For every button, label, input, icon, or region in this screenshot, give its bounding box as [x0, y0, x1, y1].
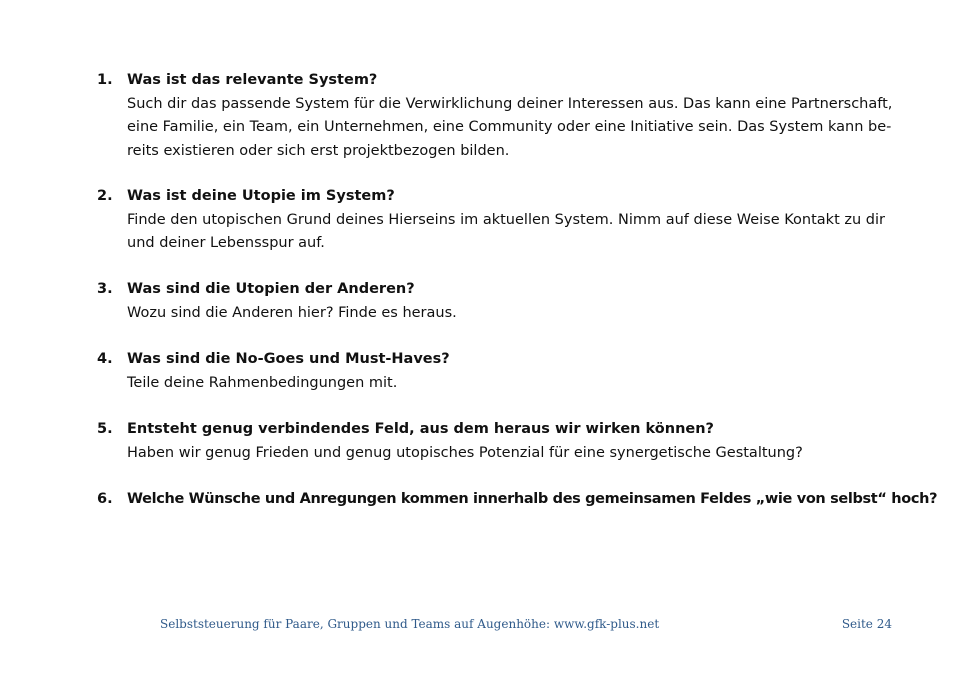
list-item-6 [97, 488, 937, 512]
list-item-1 [97, 69, 892, 163]
item-number: 4. [97, 351, 113, 367]
item-number: 3. [97, 281, 113, 297]
list-item-5 [97, 418, 803, 465]
item-text-line: und deiner Lebensspur auf. [127, 235, 325, 251]
list-item-4 [97, 348, 450, 395]
item-question: Was sind die Utopien der Anderen? [127, 281, 415, 297]
item-text-line: Such dir das passende System für die Verwirklichung deiner Interessen aus. Das kann eine Partnerschaft, [127, 95, 893, 112]
item-number: 6. [97, 491, 113, 507]
item-question: Welche Wünsche und Anregungen kommen innerhalb des gemeinsamen Feldes „wie von selbst“ hoch? [127, 491, 938, 507]
item-text-line: Wozu sind die Anderen hier? Finde es heraus. [127, 304, 457, 321]
item-number: 5. [97, 421, 113, 437]
item-question: Was ist deine Utopie im System? [127, 188, 395, 204]
item-text-line: Haben wir genug Frieden und genug utopisches Potenzial für eine synergetische Gestaltung? [127, 444, 803, 461]
item-text-line: eine Familie, ein Team, ein Unternehmen, eine Community oder eine Initiative sein. Das System kann be- [127, 119, 892, 135]
item-number: 2. [97, 188, 113, 204]
item-question: Was sind die No-Goes und Must-Haves? [127, 351, 450, 367]
footer-title: Selbststeuerung für Paare, Gruppen und Teams auf Augenhöhe: www.gfk-plus.net [160, 617, 660, 631]
item-question: Was ist das relevante System? [127, 72, 378, 88]
item-number: 1. [97, 72, 113, 88]
list-item-3 [97, 278, 457, 325]
item-text-line: Teile deine Rahmenbedingungen mit. [127, 374, 398, 391]
item-question: Entsteht genug verbindendes Feld, aus dem heraus wir wirken können? [127, 421, 714, 437]
item-text-line: Finde den utopischen Grund deines Hierseins im aktuellen System. Nimm auf diese Weise Kontakt zu dir [127, 211, 885, 228]
page-number: Seite 24 [841, 617, 892, 631]
list-item-2 [97, 185, 885, 256]
item-text-line: reits existieren oder sich erst projektbezogen bilden. [127, 142, 510, 159]
